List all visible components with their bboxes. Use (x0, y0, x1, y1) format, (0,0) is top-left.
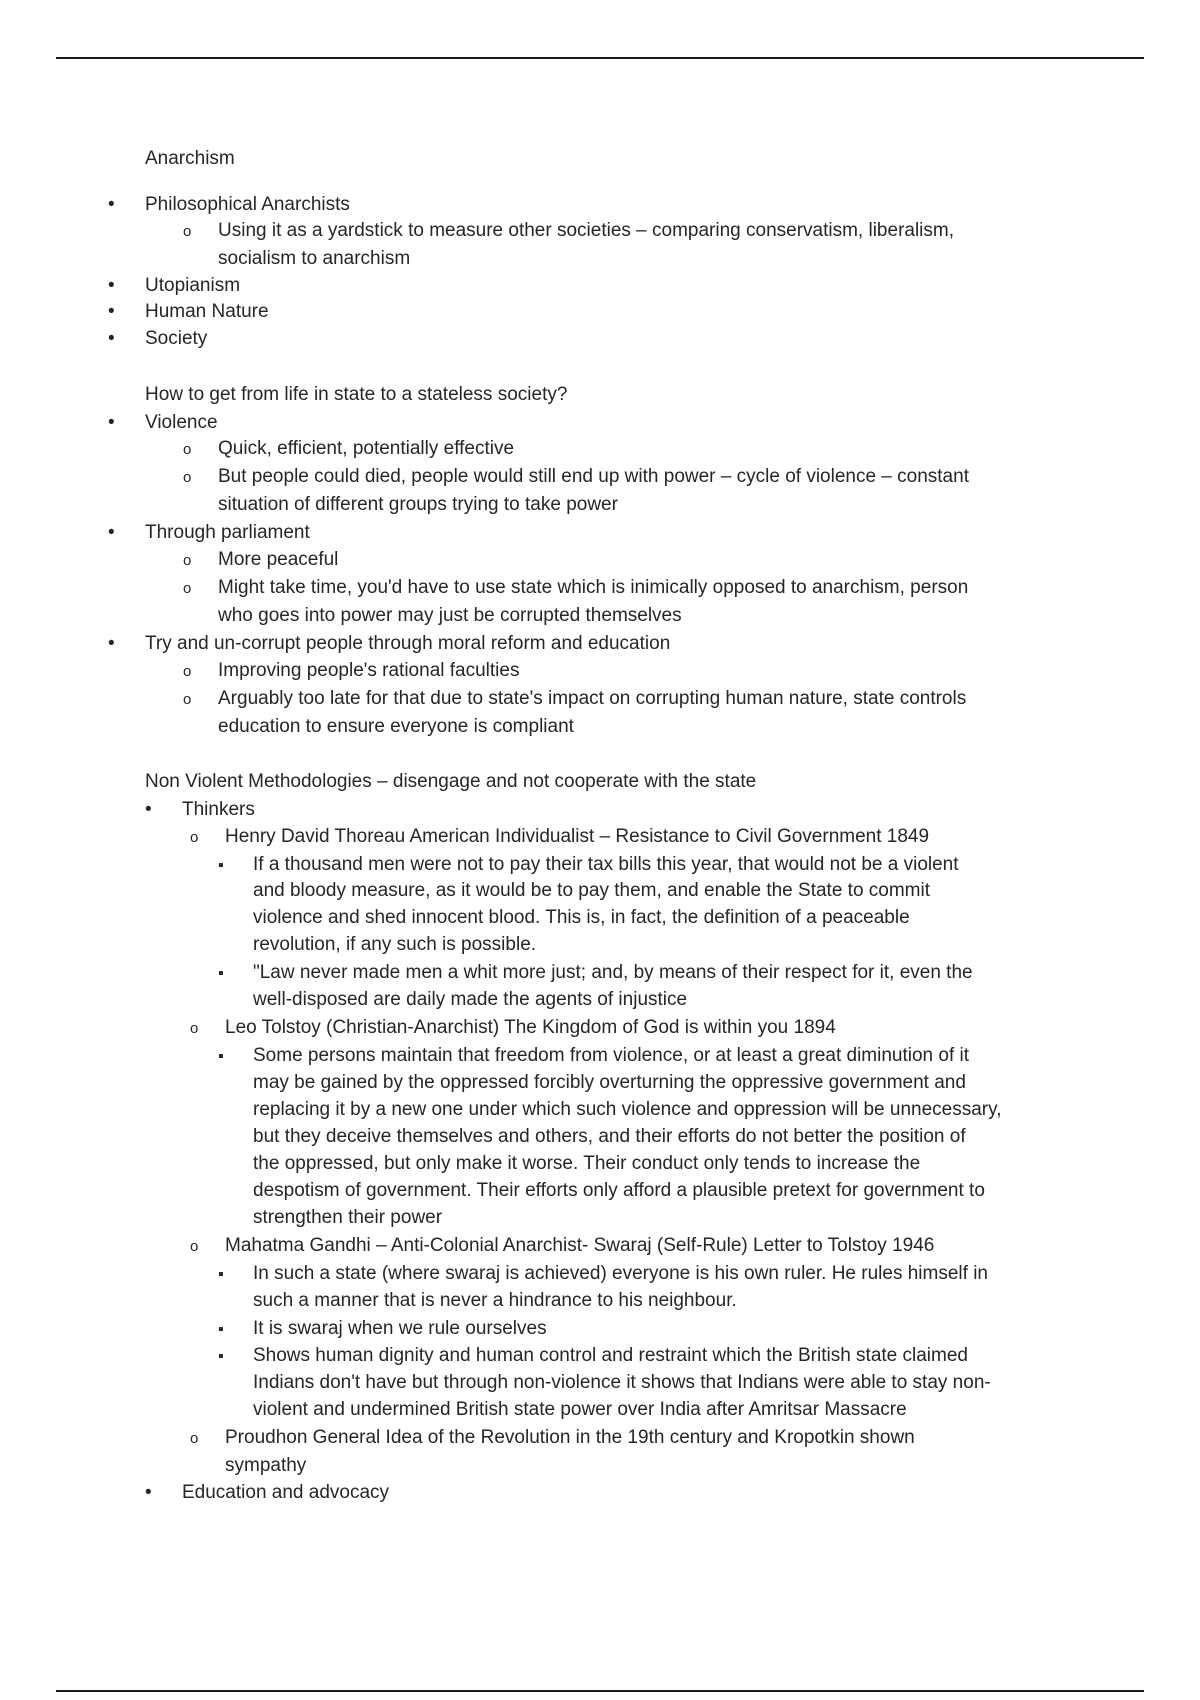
list-item: Improving people's rational faculties (218, 660, 520, 681)
quote-line: If a thousand men were not to pay their tax bills this year, that would not be a violent (253, 854, 959, 875)
bullet-icon (108, 519, 115, 546)
quote-line: violent and undermined British state power over India after Amritsar Massacre (253, 1399, 907, 1420)
list-item: Using it as a yardstick to measure other societies – comparing conservatism, liberalism, (218, 220, 955, 241)
list-item: Quick, efficient, potentially effective (218, 438, 515, 459)
bullet-icon (145, 1479, 152, 1506)
square-bullet-icon (218, 851, 224, 879)
thinker-item: Leo Tolstoy (Christian-Anarchist) The Kingdom of God is within you 1894 (225, 1017, 836, 1038)
list-item: Through parliament (145, 522, 310, 543)
circle-bullet-icon (190, 1232, 198, 1260)
list-item: Arguably too late for that due to state's impact on corrupting human nature, state controls (218, 688, 967, 709)
quote-line: violence and shed innocent blood. This is, in fact, the definition of a peaceable (253, 907, 910, 928)
circle-bullet-icon (183, 574, 191, 602)
list-item-continuation: situation of different groups trying to take power (218, 494, 618, 515)
quote-line: and bloody measure, as it would be to pay them, and enable the State to commit (253, 880, 931, 901)
square-bullet-icon (218, 1042, 224, 1070)
quote-line: such a manner that is never a hindrance to his neighbour. (253, 1290, 737, 1311)
list-item-continuation: education to ensure everyone is compliant (218, 716, 574, 737)
list-item: Violence (145, 412, 218, 433)
section-heading: Non Violent Methodologies – disengage and not cooperate with the state (145, 771, 757, 792)
quote-line: "Law never made men a whit more just; and, by means of their respect for it, even the (253, 962, 973, 983)
circle-bullet-icon (183, 657, 191, 685)
thinker-item: Proudhon General Idea of the Revolution in the 19th century and Kropotkin shown (225, 1427, 915, 1448)
list-item-continuation: who goes into power may just be corrupted themselves (218, 605, 682, 626)
square-bullet-icon (218, 959, 224, 987)
section-heading: How to get from life in state to a stateless society? (145, 384, 568, 405)
circle-bullet-icon (183, 217, 191, 245)
quote-line: the oppressed, but only make it worse. Their conduct only tends to increase the (253, 1153, 921, 1174)
quote-line: but they deceive themselves and others, and their efforts do not better the position of (253, 1126, 966, 1147)
bullet-icon (108, 272, 115, 299)
list-item: Human Nature (145, 301, 269, 322)
list-item: More peaceful (218, 549, 339, 570)
quote-line: revolution, if any such is possible. (253, 934, 537, 955)
list-item: Philosophical Anarchists (145, 194, 350, 215)
quote-line: may be gained by the oppressed forcibly overturning the oppressive government and (253, 1072, 966, 1093)
quote-line: despotism of government. Their efforts only afford a plausible pretext for government to (253, 1180, 985, 1201)
list-item: Society (145, 328, 208, 349)
bullet-icon (145, 796, 152, 823)
circle-bullet-icon (190, 1014, 198, 1042)
circle-bullet-icon (190, 1424, 198, 1452)
thinker-item: Henry David Thoreau American Individualist – Resistance to Civil Government 1849 (225, 826, 930, 847)
quote-line: Shows human dignity and human control and restraint which the British state claimed (253, 1345, 968, 1366)
page-title: Anarchism (145, 148, 235, 169)
square-bullet-icon (218, 1342, 224, 1370)
quote-line: Indians don't have but through non-violence it shows that Indians were able to stay non- (253, 1372, 991, 1393)
list-item: But people could died, people would still end up with power – cycle of violence – constant (218, 466, 969, 487)
list-item: Utopianism (145, 275, 241, 296)
circle-bullet-icon (183, 435, 191, 463)
list-item: Might take time, you'd have to use state which is inimically opposed to anarchism, person (218, 577, 969, 598)
bullet-icon (108, 298, 115, 325)
quote-line: replacing it by a new one under which such violence and oppression will be unnecessary, (253, 1099, 1002, 1120)
quote-line: In such a state (where swaraj is achieved) everyone is his own ruler. He rules himself in (253, 1263, 988, 1284)
bullet-icon (108, 409, 115, 436)
list-item: Thinkers (182, 799, 255, 820)
square-bullet-icon (218, 1315, 224, 1343)
circle-bullet-icon (183, 685, 191, 713)
circle-bullet-icon (190, 823, 198, 851)
list-item-continuation: socialism to anarchism (218, 248, 411, 269)
square-bullet-icon (218, 1260, 224, 1288)
thinker-item: Mahatma Gandhi – Anti-Colonial Anarchist- Swaraj (Self-Rule) Letter to Tolstoy 1946 (225, 1235, 935, 1256)
quote-line: strengthen their power (253, 1207, 443, 1228)
circle-bullet-icon (183, 463, 191, 491)
quote-line: It is swaraj when we rule ourselves (253, 1318, 547, 1339)
circle-bullet-icon (183, 546, 191, 574)
list-item: Try and un-corrupt people through moral reform and education (145, 633, 671, 654)
quote-line: well-disposed are daily made the agents of injustice (253, 989, 688, 1010)
bullet-icon (108, 630, 115, 657)
list-item-continuation: sympathy (225, 1455, 307, 1476)
list-item: Education and advocacy (182, 1482, 390, 1503)
bullet-icon (108, 191, 115, 218)
bullet-icon (108, 325, 115, 352)
quote-line: Some persons maintain that freedom from violence, or at least a great diminution of it (253, 1045, 970, 1066)
